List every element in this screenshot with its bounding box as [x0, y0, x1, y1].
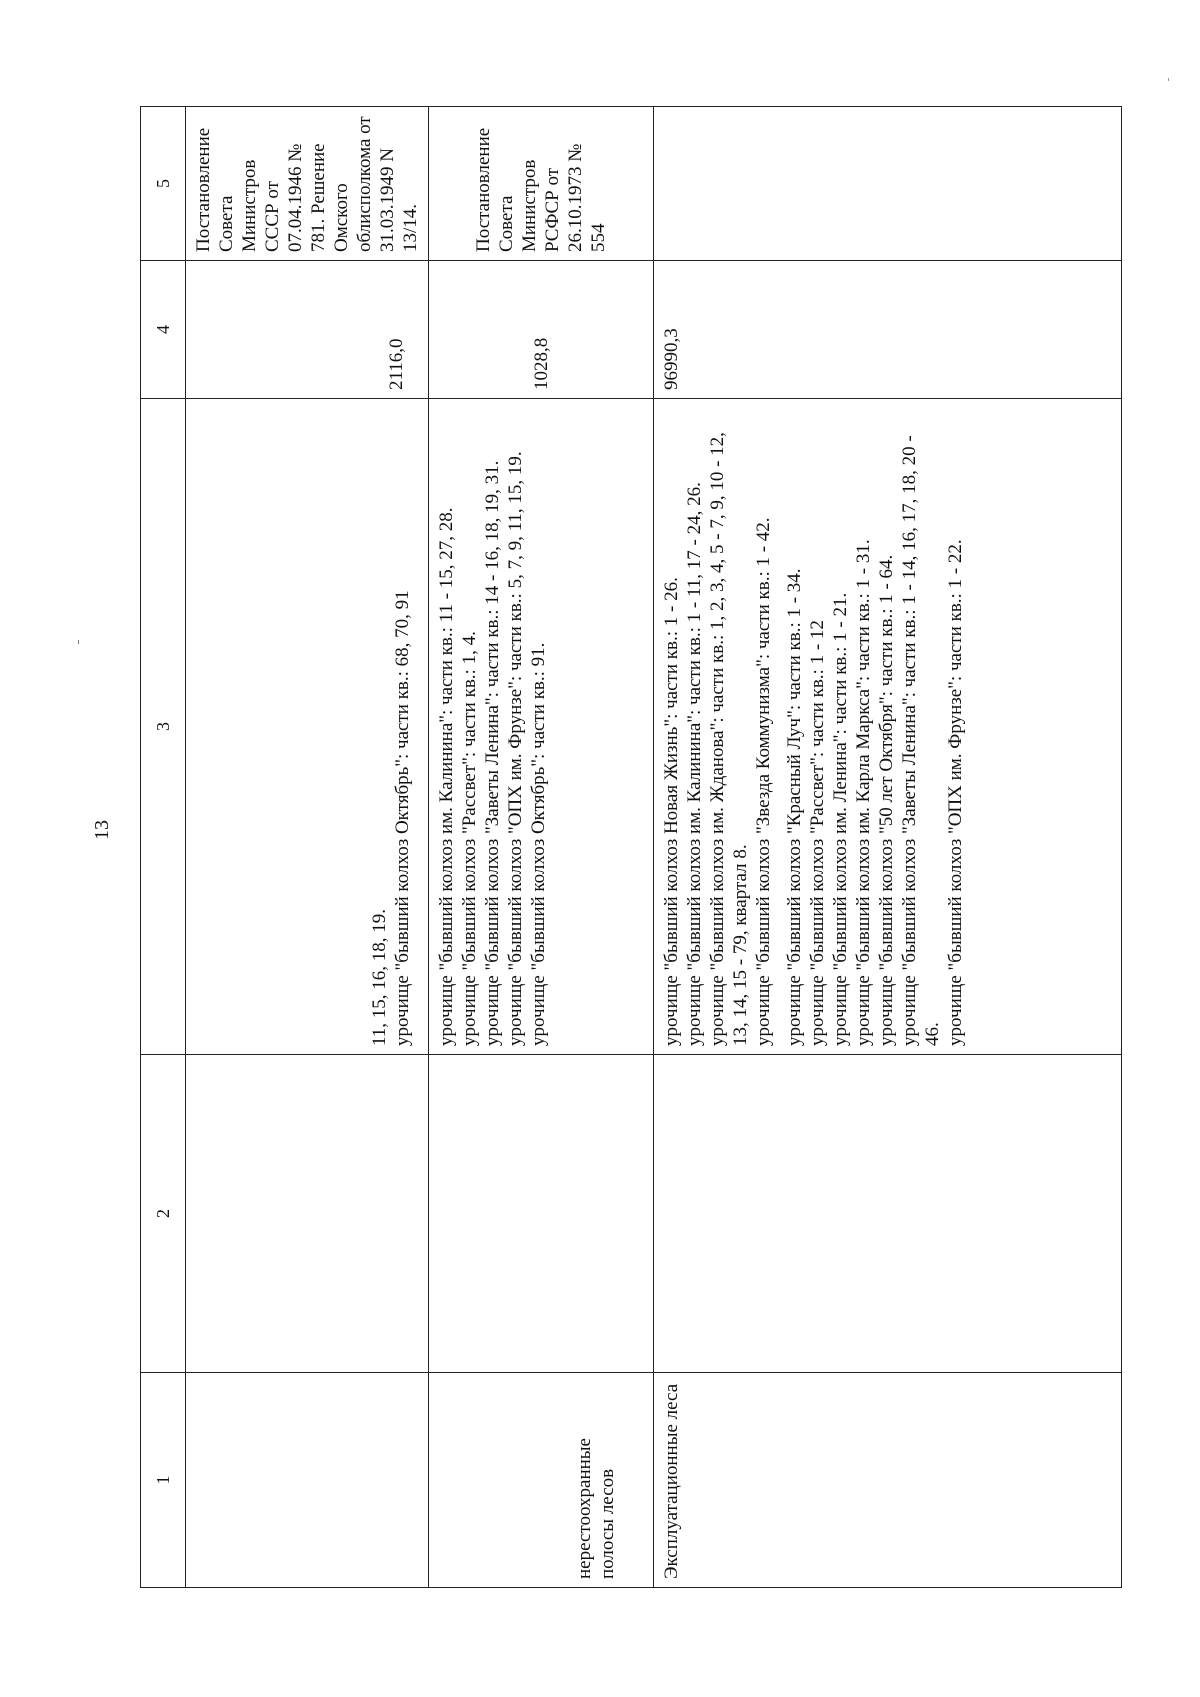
- table-cell: [429, 1373, 654, 1588]
- table-cell: [186, 1055, 429, 1373]
- forest-category: Эксплуатационные леса: [661, 1383, 682, 1579]
- page-number: 13: [91, 820, 113, 840]
- forest-table: [140, 106, 1122, 1588]
- table-row: [654, 107, 1122, 1588]
- header-cell: 2: [141, 1055, 186, 1373]
- table-cell: [186, 399, 429, 1055]
- territory-line: урочище "бывший колхоз Октябрь": части кв.: 68, 70, 91: [392, 590, 413, 1046]
- rotated-table-wrapper: [140, 107, 1087, 1588]
- territory-line: урочище "бывший колхоз "ОПХ им. Фрунзе": части кв.: 5, 7, 9, 11, 15, 19.: [505, 451, 526, 1046]
- area-value: 1028,8: [530, 337, 552, 390]
- territory-line: урочище "бывший колхоз им. Жданова": части кв.: 1, 2, 3, 4, 5 - 7, 9, 10 - 12, 13, 14, 15 - 79, квартал 8.: [707, 432, 751, 1046]
- territory-line: урочище "бывший колхоз "Заветы Ленина": части кв.: 14 - 16, 18, 19, 31.: [482, 460, 503, 1046]
- territory-line: урочище "бывший колхоз "Красный Луч": части кв.: 1 - 34.: [784, 568, 805, 1046]
- territory-line: урочище "бывший колхоз "Звезда Коммунизма": части кв.: 1 - 42.: [753, 517, 774, 1046]
- legal-basis: Постановление Совета Министров СССР от 07.04.1946 № 781. Решение Омского облисполкома от 31.03.1949 N 13/14.: [193, 116, 421, 252]
- table-cell: [429, 107, 654, 261]
- territory-line: урочище "бывший колхоз им. Ленина": части кв.: 1 - 21.: [830, 592, 851, 1046]
- territory-line: урочище "бывший колхоз "ОПХ им. Фрунзе": части кв.: 1 - 22.: [945, 539, 966, 1046]
- territory-line: урочище "бывший колхоз Новая Жизнь": части кв.: 1 - 26.: [661, 577, 682, 1046]
- table-cell: [654, 1055, 1122, 1373]
- table-cell: [429, 399, 654, 1055]
- forest-category: нерестоохранные полосы лесов: [574, 1438, 618, 1579]
- header-cell: 5: [141, 107, 186, 261]
- territory-line: урочище "бывший колхоз "Рассвет": части кв.: 1, 4.: [459, 631, 480, 1046]
- table-cell: [654, 107, 1122, 261]
- scan-speck: [1168, 78, 1169, 81]
- header-cell: 3: [141, 399, 186, 1055]
- territory-line: урочище "бывший колхоз "50 лет Октября": части кв.: 1 - 64.: [876, 554, 897, 1046]
- table-header-row: [141, 107, 186, 1588]
- territory-line: 11, 15, 16, 18, 19.: [369, 908, 390, 1046]
- forest-table-frame: [140, 107, 1087, 1588]
- territory-line: урочище "бывший колхоз им. Калинина": части кв.: 1 - 11, 17 - 24, 26.: [684, 482, 705, 1046]
- scan-speck: [78, 640, 79, 644]
- territory-line: урочище "бывший колхоз Октябрь": части кв.: 91.: [528, 642, 549, 1046]
- header-cell: 4: [141, 261, 186, 399]
- legal-basis: Постановление Совета Министров РСФСР от 26.10.1973 № 554: [473, 127, 609, 252]
- territory-line: урочище "бывший колхоз "Рассвет": части кв.: 1 - 12: [807, 620, 828, 1046]
- table-cell: [186, 1373, 429, 1588]
- table-cell: [186, 107, 429, 261]
- territory-line: урочище "бывший колхоз "Заветы Ленина": части кв.: 1 - 14, 16, 17, 18, 20 - 46.: [899, 435, 943, 1046]
- table-cell: [654, 1373, 1122, 1588]
- table-cell: [654, 261, 1122, 399]
- spacer: [775, 407, 783, 1046]
- table-cell: [429, 261, 654, 399]
- territory-line: урочище "бывший колхоз им. Карла Маркса": части кв.: 1 - 31.: [853, 539, 874, 1046]
- table-cell: [429, 1055, 654, 1373]
- header-cell: 1: [141, 1373, 186, 1588]
- table-cell: [186, 261, 429, 399]
- territory-line: урочище "бывший колхоз им. Калинина": части кв.: 11 - 15, 27, 28.: [436, 507, 457, 1046]
- area-value: 96990,3: [661, 328, 682, 390]
- table-row: [186, 107, 429, 1588]
- table-cell: [654, 399, 1122, 1055]
- area-value: 2116,0: [386, 338, 407, 390]
- table-row: [429, 107, 654, 1588]
